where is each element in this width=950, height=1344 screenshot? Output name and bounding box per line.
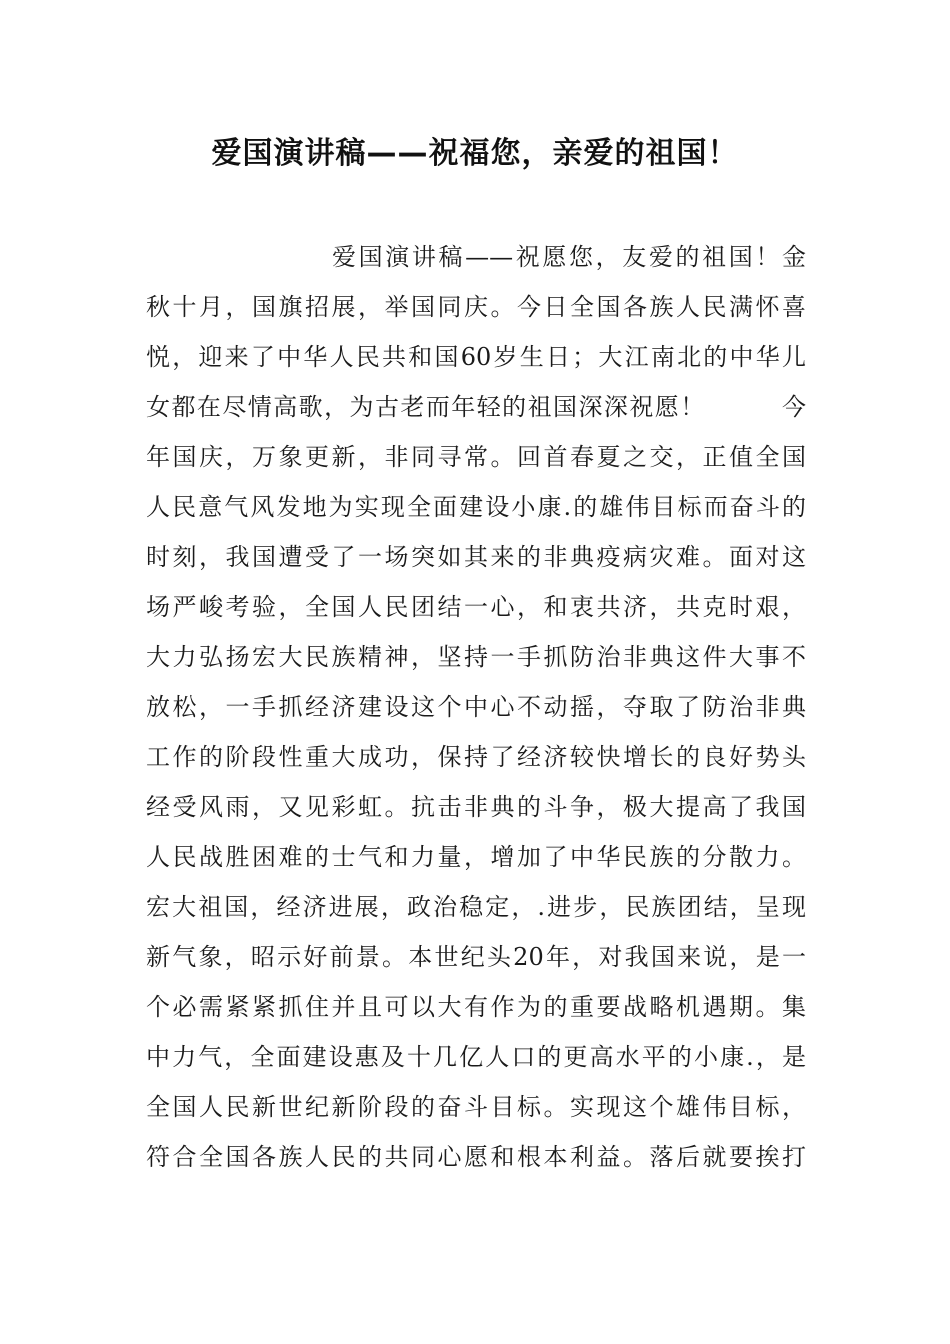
body-line: 年国庆，万象更新，非同寻常。回首春夏之交，正值全国: [146, 443, 806, 471]
body-line: 悦，迎来了中华人民共和国60岁生日；大江南北的中华儿: [146, 343, 806, 371]
body-line: 场严峻考验，全国人民团结一心，和衷共济，共克时艰，: [146, 593, 806, 621]
body-line: 大力弘扬宏大民族精神，坚持一手抓防治非典这件大事不: [146, 643, 806, 671]
body-line: 新气象，昭示好前景。本世纪头20年，对我国来说，是一: [146, 943, 806, 971]
body-line: 中力气，全面建设惠及十几亿人口的更高水平的小康.，是: [146, 1043, 806, 1071]
body-line: 经受风雨，又见彩虹。抗击非典的斗争，极大提高了我国: [146, 793, 806, 821]
body-line: 放松，一手抓经济建设这个中心不动摇，夺取了防治非典: [146, 693, 806, 721]
body-line: 人民战胜困难的士气和力量，增加了中华民族的分散力。: [146, 843, 806, 871]
body-line: 女都在尽情高歌，为古老而年轻的祖国深深祝愿！ 今: [146, 393, 806, 421]
body-line: 全国人民新世纪新阶段的奋斗目标。实现这个雄伟目标，: [146, 1093, 806, 1121]
body-line: 爱国演讲稿——祝愿您，友爱的祖国！金: [332, 243, 806, 271]
document-title: 爱国演讲稿——祝福您，亲爱的祖国！: [211, 136, 739, 171]
body-line: 时刻，我国遭受了一场突如其来的非典疫病灾难。面对这: [146, 543, 806, 571]
document-body: [146, 232, 806, 1182]
body-line: 宏大祖国，经济进展，政治稳定，.进步，民族团结，呈现: [146, 893, 806, 921]
body-line: 工作的阶段性重大成功，保持了经济较快增长的良好势头: [146, 743, 806, 771]
body-line: 秋十月，国旗招展，举国同庆。今日全国各族人民满怀喜: [146, 293, 806, 321]
body-line: 人民意气风发地为实现全面建设小康.的雄伟目标而奋斗的: [146, 493, 806, 521]
body-line: 符合全国各族人民的共同心愿和根本利益。落后就要挨打: [146, 1143, 806, 1171]
body-line: 个必需紧紧抓住并且可以大有作为的重要战略机遇期。集: [146, 993, 806, 1021]
